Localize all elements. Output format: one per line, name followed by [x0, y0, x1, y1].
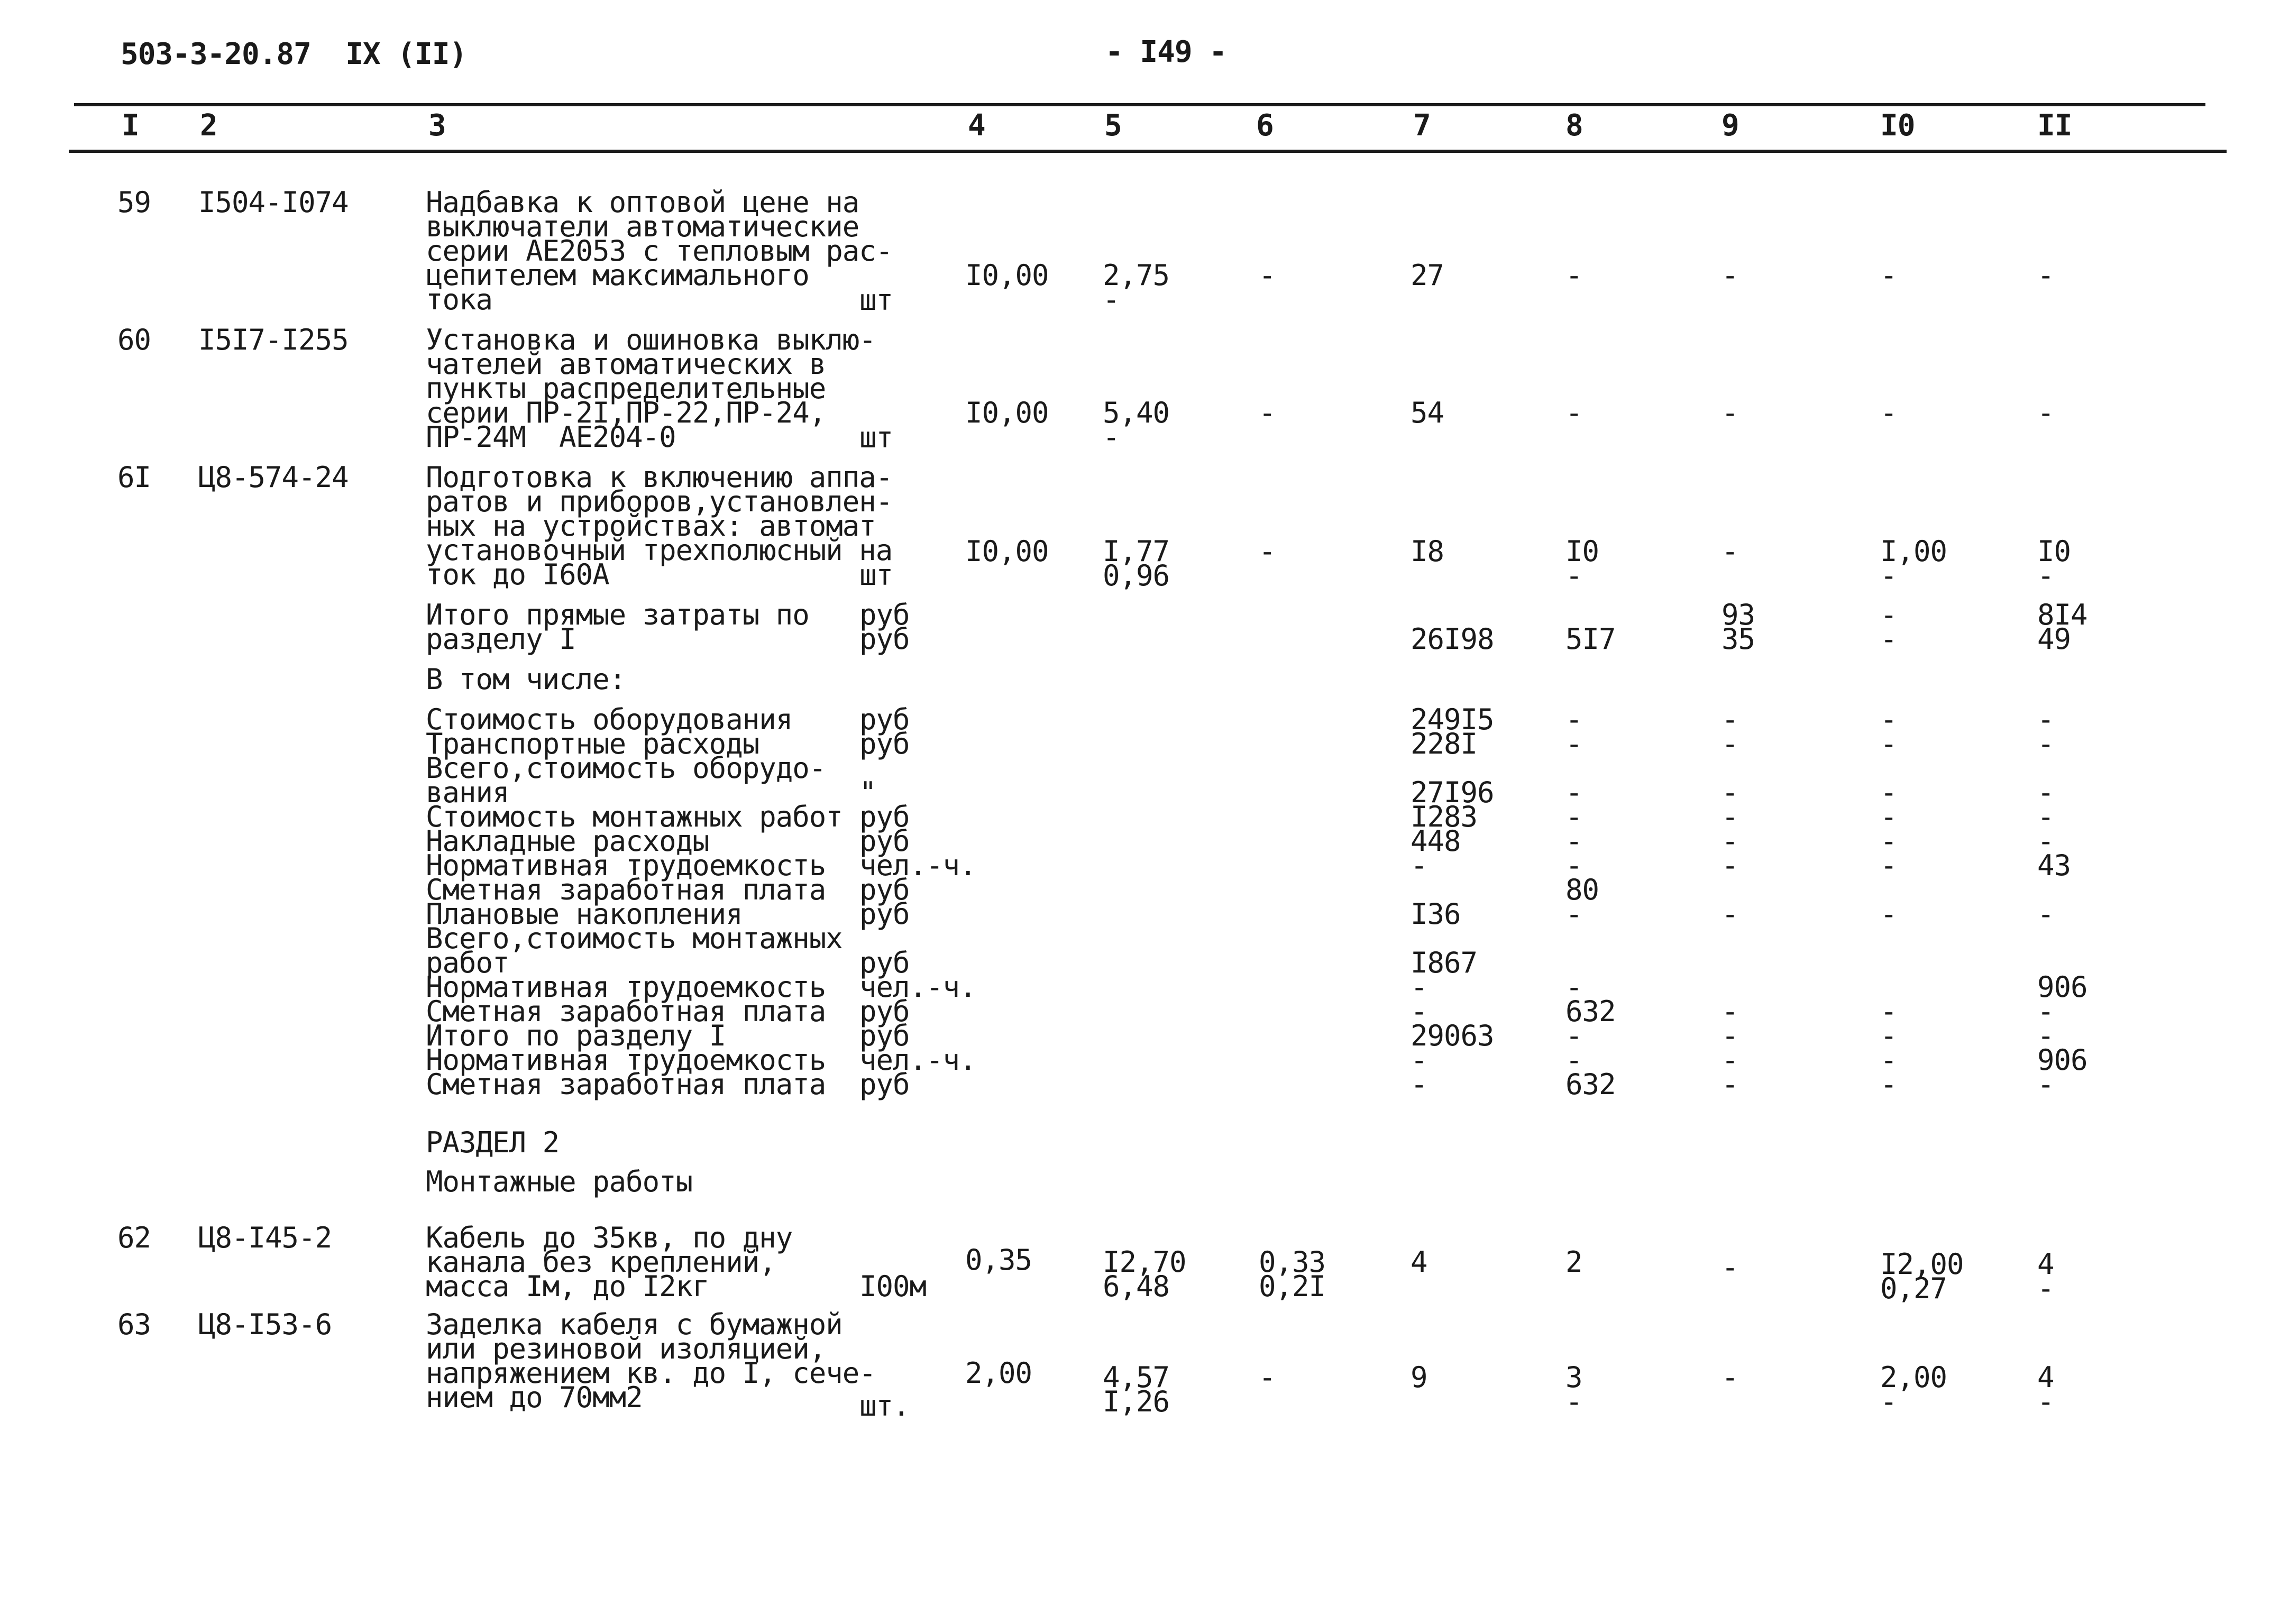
including-label: В том числе:: [426, 663, 626, 696]
col-8: I0 -: [1565, 535, 1599, 592]
document-code: 503-3-20.87 IX (II): [121, 37, 467, 71]
col-6: -: [1259, 535, 1276, 568]
col-6: -: [1259, 259, 1276, 292]
col-9: -: [1722, 535, 1738, 568]
col-10: I,00 -: [1880, 535, 1947, 592]
unit-cost: I,77 0,96: [1103, 535, 1170, 592]
col-6: -: [1259, 396, 1276, 429]
rate-code: I5I7-I255: [198, 323, 349, 356]
unit: руб руб: [859, 598, 910, 656]
col-10: - -: [1880, 598, 1897, 656]
unit-cost: I2,70 6,48: [1103, 1245, 1186, 1303]
page-number: - I49 -: [1105, 35, 1227, 69]
rate-code: I504-I074: [198, 186, 349, 219]
col-7: I8: [1411, 535, 1444, 568]
quantity: I0,00: [965, 535, 1049, 568]
row-number: 60: [117, 323, 151, 356]
column-header: 5: [1104, 108, 1122, 143]
col-11: 4 -: [2037, 1247, 2054, 1305]
row-number: 63: [117, 1308, 151, 1341]
unit-cost: 4,57 I,26: [1103, 1361, 1170, 1418]
column-header: 2: [200, 108, 217, 143]
column-header: 4: [968, 108, 985, 143]
header-bottom-rule: [69, 150, 2227, 153]
quantity: I0,00: [965, 396, 1049, 429]
breakdown-col-7: 249I5 228I 27I96 I283 448 - I36 I867 - - 29063 - -: [1411, 703, 1494, 1101]
col-7: 9: [1411, 1361, 1427, 1394]
item-description: Установка и ошиновка выклю- чателей автоматических в пункты распределительные серии ПР-2I,ПР-22,ПР-24, ПР-24М АЕ204-0: [426, 323, 876, 454]
header-top-rule: [74, 103, 2205, 106]
col-11: -: [2037, 396, 2054, 429]
unit: шт: [859, 558, 893, 592]
item-description: Надбавка к оптовой цене на выключатели автоматические серии АЕ2053 с тепловым рас- цепителем максимального тока: [426, 186, 893, 316]
col-7: 54: [1411, 396, 1444, 429]
col-11: -: [2037, 259, 2054, 292]
breakdown-col-11: - - - - - 43 - 906 - - 906 -: [2037, 703, 2087, 1101]
column-header: II: [2037, 108, 2072, 143]
col-9: 93 35: [1722, 598, 1755, 656]
col-8: 2: [1565, 1245, 1582, 1279]
col-8: -: [1565, 259, 1582, 292]
row-number: 62: [117, 1221, 151, 1254]
col-9: -: [1722, 259, 1738, 292]
unit: шт: [859, 421, 893, 454]
col-7: 27: [1411, 259, 1444, 292]
column-header: 9: [1722, 108, 1739, 143]
col-11: 8I4 49: [2037, 598, 2087, 656]
col-10: I2,00 0,27: [1880, 1247, 1964, 1305]
column-header: 7: [1413, 108, 1431, 143]
breakdown-col-9: - - - - - - - - - - -: [1722, 703, 1738, 1101]
total-label: Итого прямые затраты по разделу I: [426, 598, 809, 656]
quantity: I0,00: [965, 259, 1049, 292]
unit: шт: [859, 283, 893, 317]
column-header: 6: [1256, 108, 1274, 143]
row-number: 59: [117, 186, 151, 219]
col-6: 0,33 0,2I: [1259, 1245, 1326, 1303]
breakdown-labels: Стоимость оборудования Транспортные расходы Всего,стоимость оборудо- вания Стоимость монтажных работ Накладные расходы Нормативная трудоемкость Сметная заработная плата Плановые накопления Всего,стоимость монтажных работ Нормативная трудоемкость Сметная заработная плата Итого по разделу I Нормативная трудоемкость Сметная заработная плата: [426, 703, 843, 1101]
section-subtitle: Монтажные работы: [426, 1165, 693, 1198]
rate-code: Ц8-I53-6: [198, 1308, 332, 1341]
item-description: Подготовка к включению аппа- ратов и приборов,установлен- ных на устройствах: автомат установочный трехполюсный на ток до I60А: [426, 461, 893, 591]
col-9: -: [1722, 1251, 1738, 1284]
col-7: 26I98: [1411, 622, 1494, 656]
col-6: -: [1259, 1361, 1276, 1394]
col-10: 2,00 -: [1880, 1361, 1947, 1418]
col-9: -: [1722, 396, 1738, 429]
breakdown-col-8: - - - - - - 80 - - 632 - - 632: [1565, 703, 1616, 1101]
col-8: -: [1565, 396, 1582, 429]
col-8: 3 -: [1565, 1361, 1582, 1418]
col-7: 4: [1411, 1245, 1427, 1279]
section-title: РАЗДЕЛ 2: [426, 1126, 560, 1159]
col-11: 4 -: [2037, 1361, 2054, 1418]
col-10: -: [1880, 259, 1897, 292]
breakdown-col-10: - - - - - - - - - - -: [1880, 703, 1897, 1101]
column-header: 3: [428, 108, 446, 143]
col-10: -: [1880, 396, 1897, 429]
quantity: 2,00: [965, 1356, 1032, 1390]
quantity: 0,35: [965, 1243, 1032, 1277]
item-description: Кабель до 35кв, по дну канала без креплений, масса Iм, до I2кг: [426, 1221, 793, 1303]
column-header: I: [122, 108, 139, 143]
unit: I00м: [859, 1270, 927, 1303]
row-number: 6I: [117, 461, 151, 494]
rate-code: Ц8-574-24: [198, 461, 349, 494]
column-header: 8: [1565, 108, 1583, 143]
column-header: I0: [1880, 108, 1915, 143]
breakdown-units: руб руб " руб руб чел.-ч. руб руб руб чел.-ч. руб руб чел.-ч. руб: [859, 703, 976, 1101]
col-8: 5I7: [1565, 622, 1616, 656]
item-description: Заделка кабеля с бумажной или резиновой изоляцией, напряжением кв. до I, сече- нием до 70мм2: [426, 1308, 876, 1414]
col-11: I0 -: [2037, 535, 2071, 592]
col-9: -: [1722, 1361, 1738, 1394]
rate-code: Ц8-I45-2: [198, 1221, 332, 1254]
unit-cost: 2,75 -: [1103, 259, 1170, 316]
unit: шт.: [859, 1389, 910, 1423]
unit-cost: 5,40 -: [1103, 396, 1170, 454]
